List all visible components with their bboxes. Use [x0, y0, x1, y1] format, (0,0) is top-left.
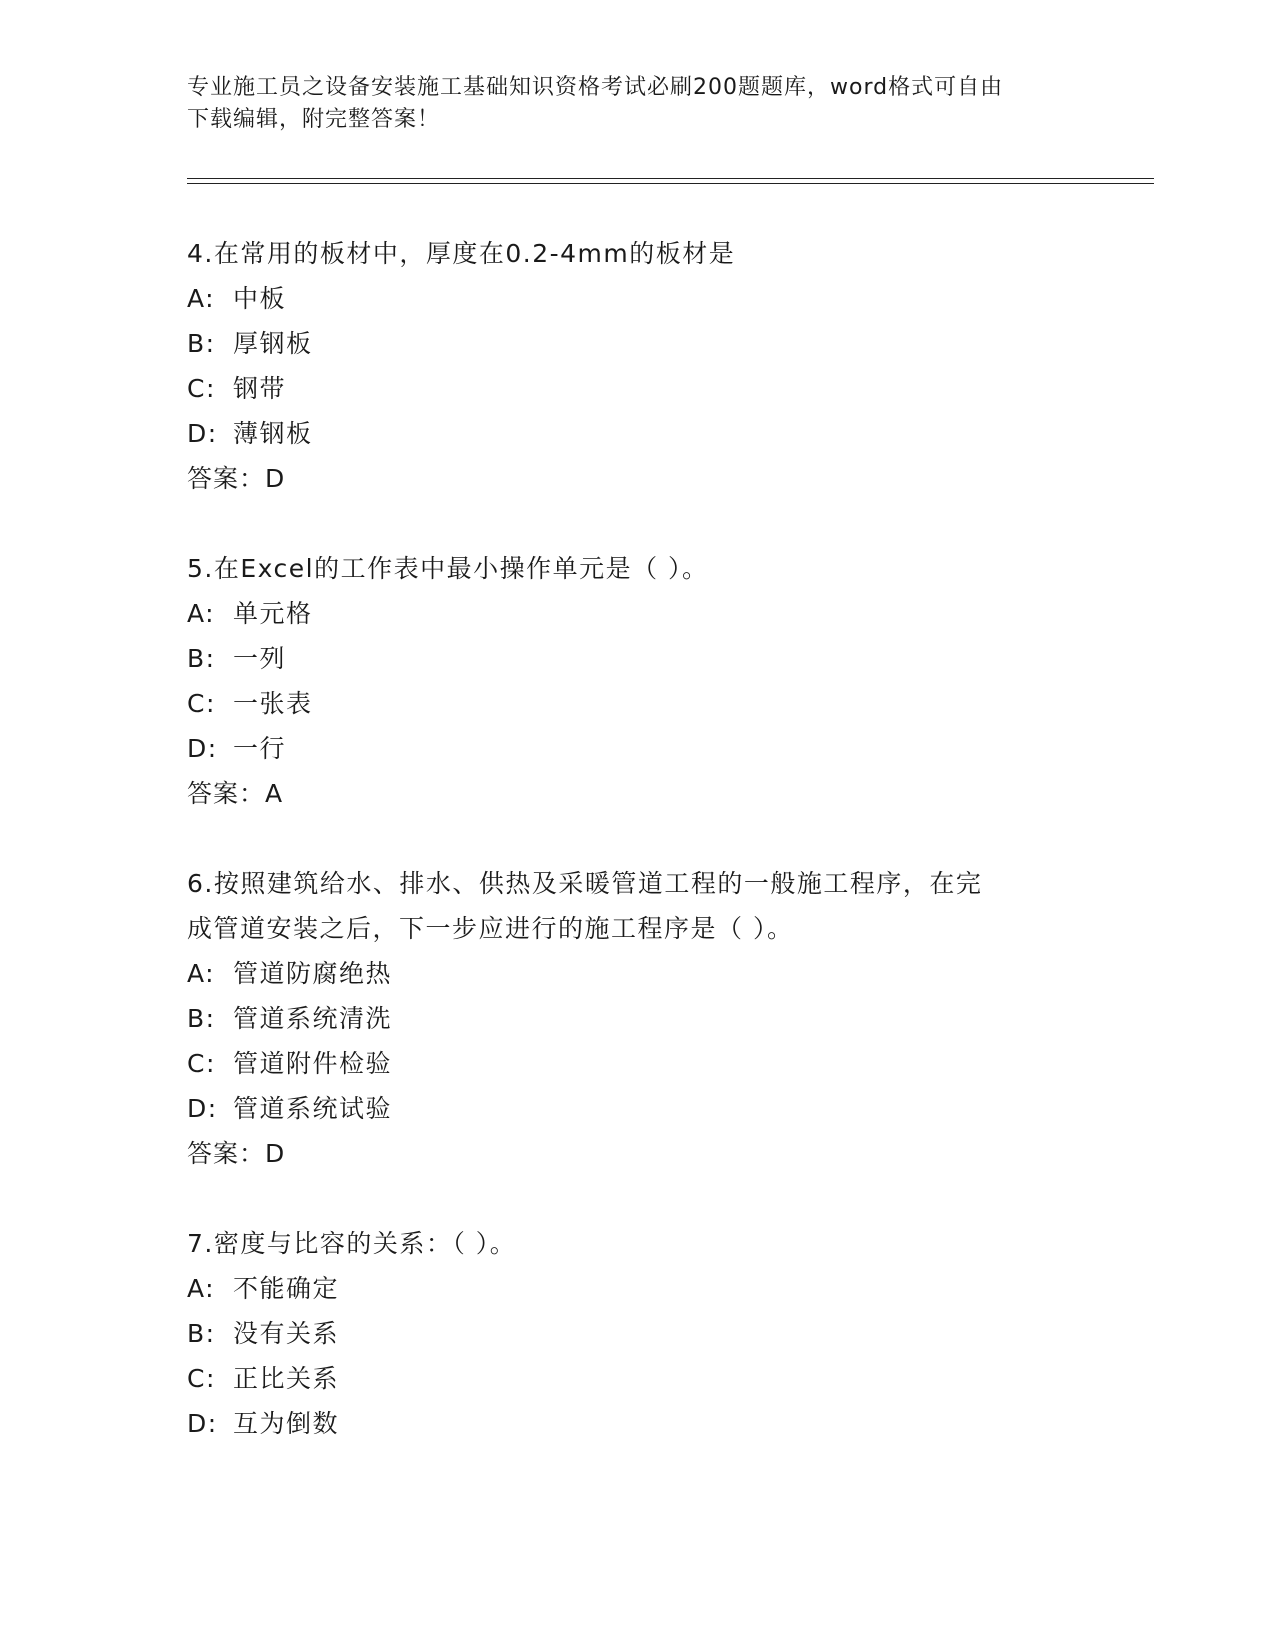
- option-label: D:: [187, 419, 218, 448]
- question-stem-line-1: 6.按照建筑给水、排水、供热及采暖管道工程的一般施工程序，在完: [187, 869, 983, 898]
- option-label: C:: [187, 689, 216, 718]
- option-text: 管道系统试验: [233, 1094, 393, 1123]
- option-label: D:: [187, 1094, 218, 1123]
- option-text: 管道系统清洗: [233, 1004, 393, 1033]
- answer: 答案：D: [187, 464, 286, 493]
- option-label: A:: [187, 1274, 216, 1303]
- option-label: A:: [187, 599, 216, 628]
- document-header: [187, 72, 1087, 136]
- option-text: 不能确定: [233, 1274, 340, 1303]
- option-text: 薄钢板: [233, 419, 313, 448]
- option-c: [187, 688, 313, 720]
- option-label: B:: [187, 1319, 216, 1348]
- option-text: 互为倒数: [233, 1409, 340, 1438]
- option-b: [187, 1318, 339, 1350]
- option-label: A:: [187, 284, 216, 313]
- option-d: [187, 418, 313, 450]
- option-text: 一行: [233, 734, 287, 763]
- option-d: [187, 1408, 339, 1440]
- question-stem: 5.在Excel的工作表中最小操作单元是（ ）。: [187, 554, 709, 583]
- option-label: D:: [187, 734, 218, 763]
- option-text: 正比关系: [233, 1364, 340, 1393]
- option-label: A:: [187, 959, 216, 988]
- option-label: C:: [187, 1364, 216, 1393]
- question-stem: 4.在常用的板材中，厚度在0.2-4mm的板材是: [187, 239, 736, 268]
- option-text: 一张表: [233, 689, 313, 718]
- answer: 答案：D: [187, 1139, 286, 1168]
- option-label: C:: [187, 1049, 216, 1078]
- answer: 答案：A: [187, 779, 284, 808]
- option-a: [187, 958, 392, 990]
- option-c: [187, 1363, 339, 1395]
- header-divider-top: [187, 178, 1154, 179]
- header-line-2: 下载编辑，附完整答案！: [187, 107, 441, 132]
- option-text: 没有关系: [233, 1319, 340, 1348]
- question-stem: 7.密度与比容的关系：（ ）。: [187, 1229, 517, 1258]
- option-a: [187, 283, 286, 315]
- option-label: B:: [187, 644, 216, 673]
- option-text: 管道防腐绝热: [233, 959, 393, 988]
- header-line-1: 专业施工员之设备安装施工基础知识资格考试必刷200题题库，word格式可自由: [187, 75, 1004, 100]
- option-text: 钢带: [233, 374, 287, 403]
- option-label: C:: [187, 374, 216, 403]
- option-b: [187, 643, 286, 675]
- header-divider-bottom: [187, 183, 1154, 184]
- option-text: 一列: [233, 644, 287, 673]
- option-c: [187, 1048, 392, 1080]
- option-label: B:: [187, 1004, 216, 1033]
- option-text: 单元格: [233, 599, 313, 628]
- option-text: 中板: [233, 284, 287, 313]
- option-b: [187, 328, 313, 360]
- option-d: [187, 733, 286, 765]
- option-a: [187, 598, 313, 630]
- option-label: B:: [187, 329, 216, 358]
- option-a: [187, 1273, 339, 1305]
- option-text: 管道附件检验: [233, 1049, 393, 1078]
- option-text: 厚钢板: [233, 329, 313, 358]
- question-stem-line-2: 成管道安装之后，下一步应进行的施工程序是（ ）。: [187, 914, 794, 943]
- option-d: [187, 1093, 392, 1125]
- option-label: D:: [187, 1409, 218, 1438]
- option-b: [187, 1003, 392, 1035]
- option-c: [187, 373, 286, 405]
